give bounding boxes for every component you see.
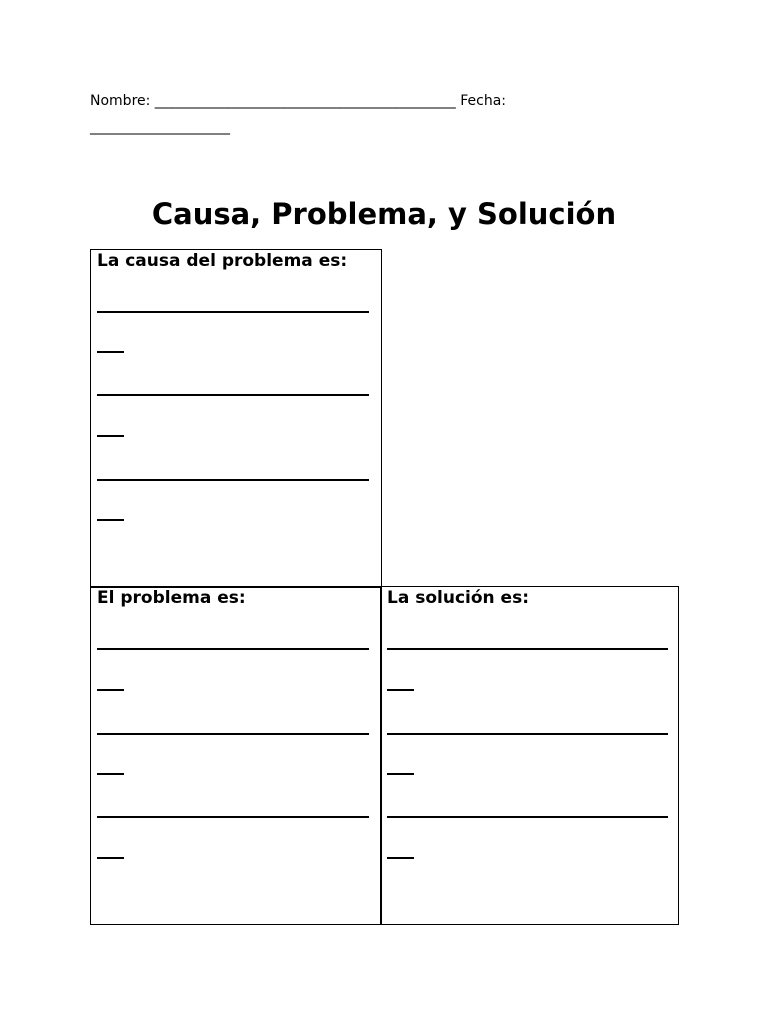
solution-box bbox=[380, 586, 679, 925]
cause-answer-line-end bbox=[97, 351, 124, 353]
problem-answer-line bbox=[97, 816, 369, 818]
cause-answer-line bbox=[97, 311, 369, 313]
cause-answer-line bbox=[97, 479, 369, 481]
cause-answer-line-end bbox=[97, 519, 124, 521]
problem-box bbox=[90, 586, 382, 925]
solution-answer-line-end bbox=[387, 857, 414, 859]
problem-label: El problema es: bbox=[97, 588, 246, 608]
worksheet-title: Causa, Problema, y Solución bbox=[151, 197, 617, 231]
problem-answer-line bbox=[97, 733, 369, 735]
cause-answer-line bbox=[97, 394, 369, 396]
solution-label: La solución es: bbox=[387, 588, 530, 608]
solution-answer-line-end bbox=[387, 689, 414, 691]
problem-answer-line bbox=[97, 648, 369, 650]
problem-answer-line-end bbox=[97, 689, 124, 691]
solution-answer-line bbox=[387, 648, 668, 650]
problem-answer-line-end bbox=[97, 857, 124, 859]
date-continuation-line: ____________________ bbox=[90, 119, 230, 135]
cause-answer-line-end bbox=[97, 435, 124, 437]
cause-box bbox=[90, 249, 382, 588]
name-date-line: Nombre: ___________________________________________ Fecha: bbox=[90, 93, 507, 109]
problem-answer-line-end bbox=[97, 773, 124, 775]
cause-label: La causa del problema es: bbox=[97, 251, 348, 271]
solution-answer-line bbox=[387, 733, 668, 735]
solution-answer-line-end bbox=[387, 773, 414, 775]
solution-answer-line bbox=[387, 816, 668, 818]
